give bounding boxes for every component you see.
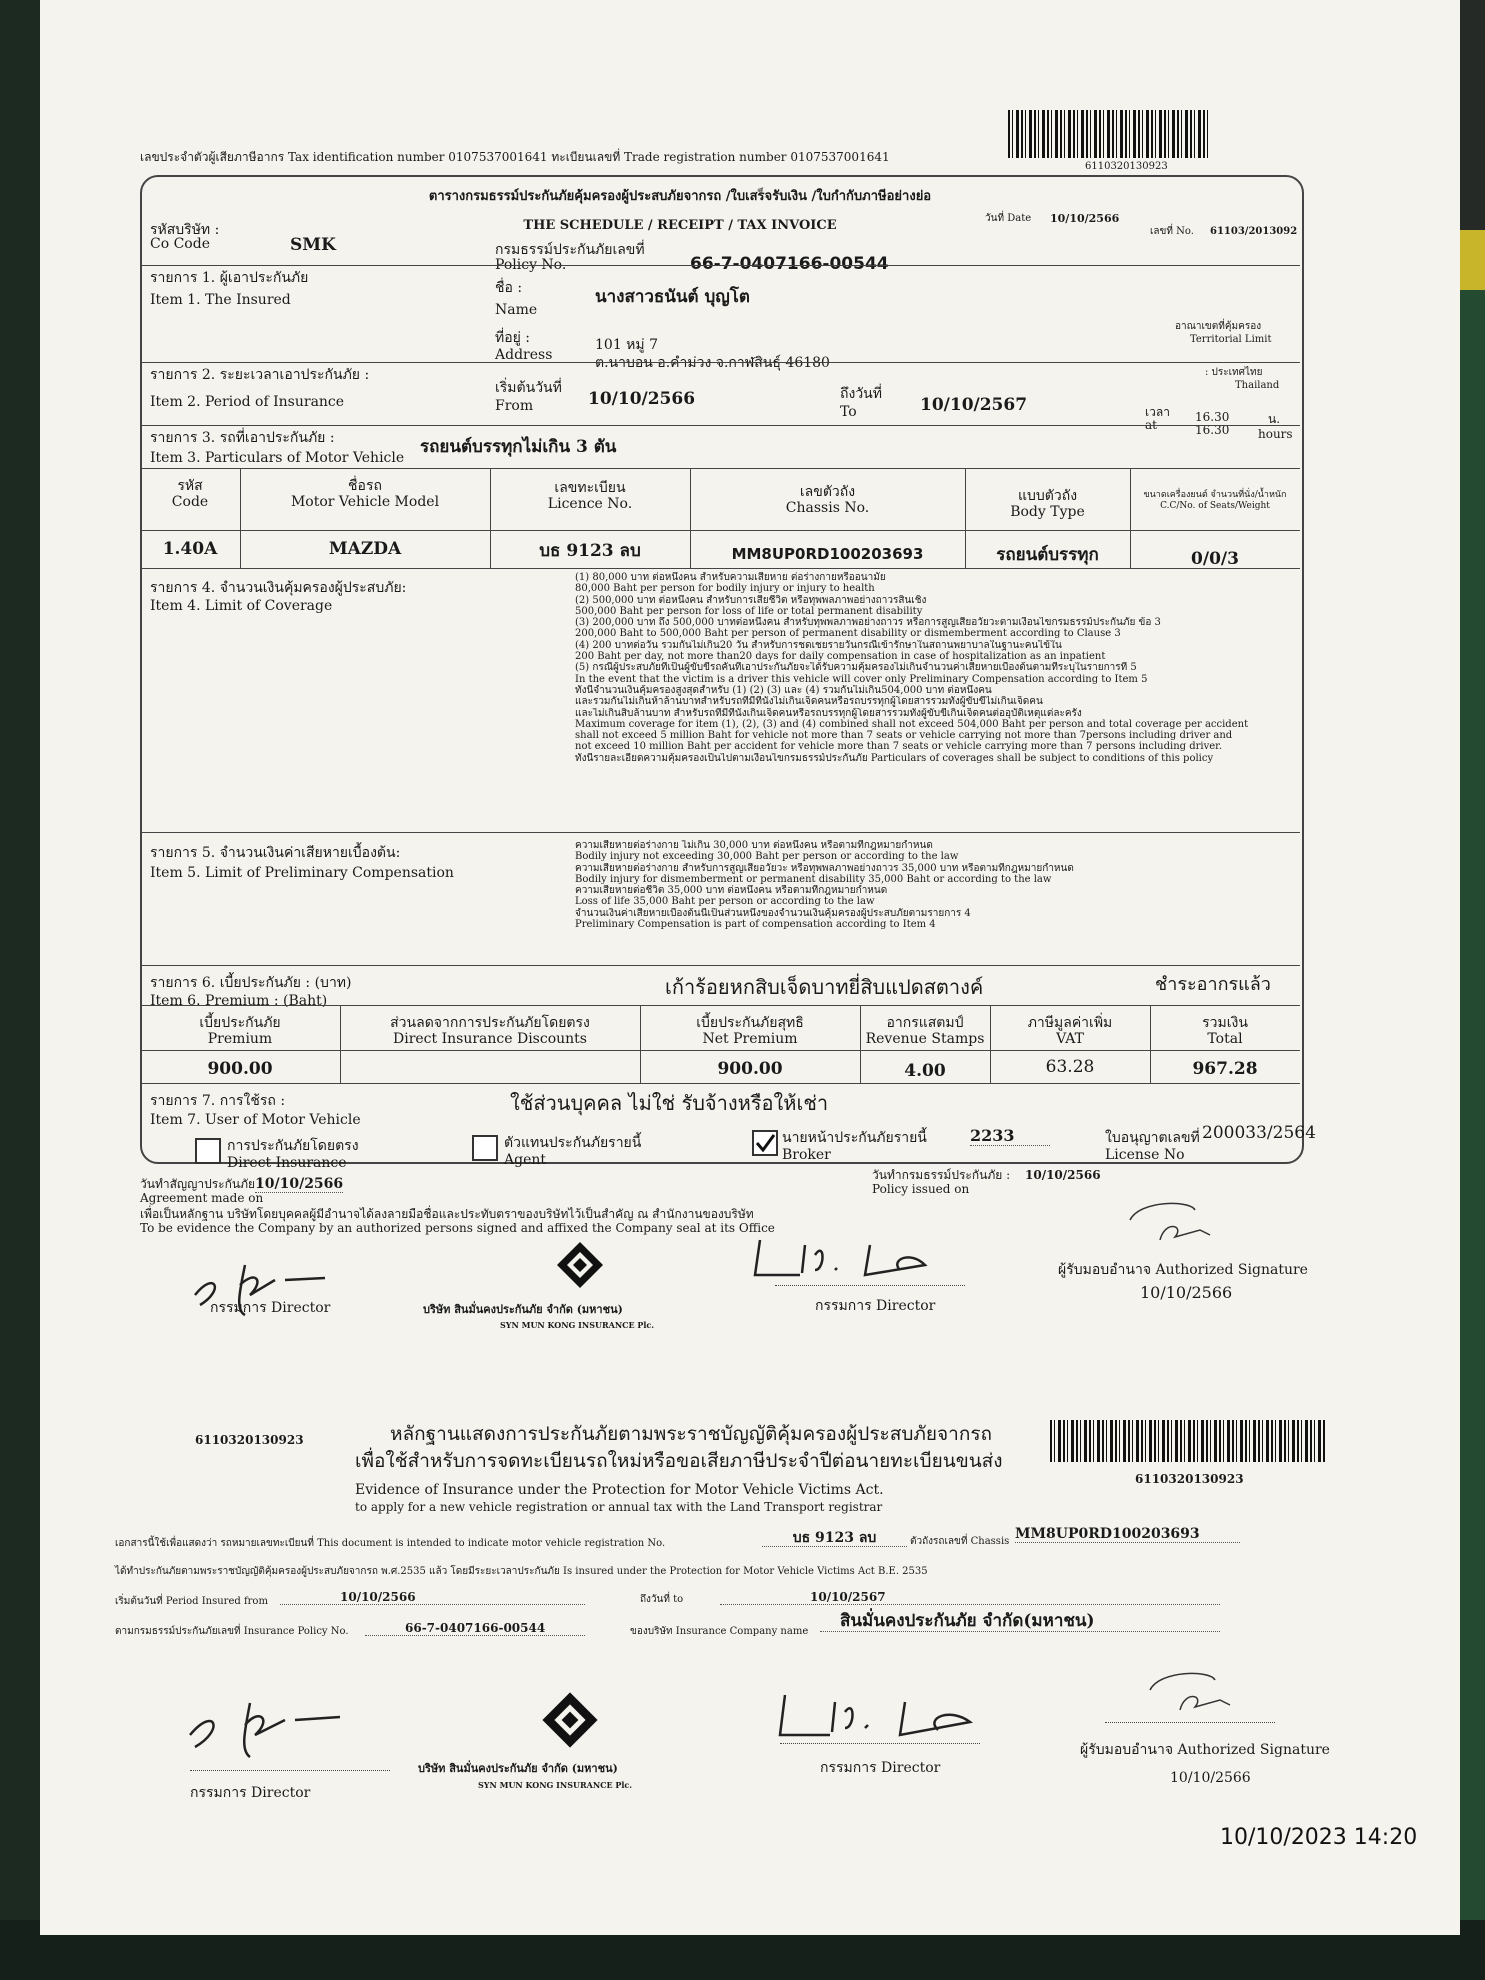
- item7-label-en: Item 7. User of Motor Vehicle: [150, 1112, 361, 1128]
- evidence-act-line: ได้ทำประกันภัยตามพระราชบัญญัติคุ้มครองผู้ประสบภัยจากรถ พ.ศ.2535 แล้ว โดยมีระยะเวลาประกันภัย Is insured under the Protection for Motor Vehicle Victims Act B.E. 2535: [115, 1566, 928, 1577]
- preliminary-details: [575, 840, 1295, 930]
- stamp-status: ชำระอากรแล้ว: [1155, 974, 1271, 995]
- preliminary-line: จำนวนเงินค่าเสียหายเบื้องต้นนี้เป็นส่วนหนึ่งของจำนวนเงินคุ้มครองผู้ประสบภัยตามรายการ 4: [575, 907, 971, 919]
- director-label-4: กรรมการ Director: [820, 1760, 941, 1776]
- preliminary-line: Preliminary Compensation is part of compensation according to Item 4: [575, 919, 936, 931]
- evidence-to-label: ถึงวันที่ to: [640, 1594, 684, 1605]
- co-code-label-th: รหัสบริษัท :: [150, 222, 220, 238]
- address-line-1: 101 หมู่ 7: [595, 337, 658, 353]
- premium-header-net: เบี้ยประกันภัยสุทธิ Net Premium: [696, 1015, 804, 1047]
- preliminary-line: ความเสียหายต่อชีวิต 35,000 บาท ต่อหนึ่งคน หรือตามที่กฎหมายกำหนด: [575, 885, 888, 897]
- no-label: เลขที่ No.: [1150, 226, 1194, 237]
- vehicle-header-model: ชื่อรถ Motor Vehicle Model: [290, 478, 440, 510]
- check-icon: [754, 1132, 776, 1154]
- broker-label-en: Broker: [782, 1147, 831, 1163]
- evidence-policy-label: ตามกรมธรรม์ประกันภัยเลขที่ Insurance Policy No.: [115, 1626, 349, 1637]
- item5-label-en: Item 5. Limit of Preliminary Compensation: [150, 865, 454, 881]
- address-label-en: Address: [495, 347, 553, 363]
- coverage-line: Maximum coverage for item (1), (2), (3) and (4) combined shall not exceed 504,000 Baht per person and total coverage per accident: [575, 718, 1249, 730]
- premium-header-vat: ภาษีมูลค่าเพิ่ม VAT: [1027, 1015, 1113, 1047]
- vehicle-header-cc: ขนาดเครื่องยนต์ จำนวนที่นั่ง/น้ำหนัก C.C/No. of Seats/Weight: [1143, 490, 1287, 511]
- vat-value: 63.28: [1045, 1057, 1095, 1077]
- coverage-line: ทั้งนี้จำนวนเงินคุ้มครองสูงสุดสำหรับ (1) (2) (3) และ (4) รวมกันไม่เกิน504,000 บาท ต่อหนึ่งคน: [575, 684, 992, 696]
- company-name-en-1: SYN MUN KONG INSURANCE Plc.: [500, 1320, 655, 1330]
- period-to: 10/10/2567: [920, 395, 1028, 415]
- table-divider: [140, 530, 1300, 531]
- to-label-th: ถึงวันที่: [840, 386, 882, 402]
- direct-label-en: Direct Insurance: [227, 1155, 347, 1171]
- evidence-ref-number: 6110320130923: [195, 1433, 304, 1447]
- preliminary-line: ความเสียหายต่อร่างกาย สำหรับการสูญเสียอวัยวะ หรือทุพพลภาพอย่างถาวร 35,000 บาท หรือตามที่กฎหมายกำหนด: [575, 862, 1074, 874]
- item3-label-th: รายการ 3. รถที่เอาประกันภัย :: [150, 430, 335, 446]
- item1-label-th: รายการ 1. ผู้เอาประกันภัย: [150, 270, 309, 286]
- evidence-policy-no: 66-7-0407166-00544: [365, 1621, 585, 1636]
- coverage-line: 80,000 Baht per person for bodily injury or injury to health: [575, 583, 875, 595]
- premium-value: 900.00: [207, 1059, 273, 1079]
- policy-no: 66-7-0407166-00544: [690, 254, 889, 274]
- company-name-th-1: บริษัท สินมั่นคงประกันภัย จำกัด (มหาชน): [423, 1303, 623, 1316]
- evidence-from: 10/10/2566: [280, 1590, 585, 1605]
- barcode-top: [1008, 110, 1208, 158]
- company-name-en-2: SYN MUN KONG INSURANCE Plc.: [478, 1780, 633, 1790]
- territory-label-en: Territorial Limit: [1190, 334, 1272, 345]
- coverage-line: (1) 80,000 บาท ต่อหนึ่งคน สำหรับความเสียหาย ต่อร่างกายหรืออนามัย: [575, 572, 886, 583]
- vehicle-header-code: รหัส Code: [171, 478, 209, 510]
- coverage-line: และไม่เกินสิบล้านบาท สำหรับรถที่มีที่นั่งเกินเจ็ดคนหรือรถบรรทุกผู้โดยสารรวมทั้งผู้ขับขี่เกินเจ็ดคนต่ออุบัติเหตุแต่ละครั้ง: [575, 707, 1082, 719]
- evidence-reg-label: เอกสารนี้ใช้เพื่อแสดงว่า รถหมายเลขทะเบียนที่ This document is intended to indicate motor vehicle registration No.: [115, 1538, 666, 1549]
- agreement-label-en: Agreement made on: [140, 1191, 264, 1205]
- territory-value-th: : ประเทศไทย: [1205, 367, 1263, 378]
- tax-id-line: เลขประจำตัวผู้เสียภาษีอากร Tax identification number 0107537001641 ทะเบียนเลขที่ Trade registration number 0107537001641: [140, 150, 890, 164]
- item6-label-en: Item 6. Premium : (Baht): [150, 993, 328, 1009]
- evidence-title-en-2: to apply for a new vehicle registration or annual tax with the Land Transport registrar: [355, 1500, 883, 1514]
- premium-in-words: เก้าร้อยหกสิบเจ็ดบาทยี่สิบแปดสตางค์: [665, 975, 984, 999]
- company-logo-icon: [555, 1240, 605, 1290]
- evidence-registration: บธ 9123 ลบ: [762, 1530, 907, 1547]
- company-name-th-2: บริษัท สินมั่นคงประกันภัย จำกัด (มหาชน): [418, 1762, 618, 1775]
- authorized-label-2: ผู้รับมอบอำนาจ Authorized Signature: [1080, 1742, 1330, 1758]
- to-label-en: To: [840, 404, 857, 420]
- premium-header-discount: ส่วนลดจากการประกันภัยโดยตรง Direct Insurance Discounts: [390, 1015, 590, 1047]
- agreement-label-th: วันทำสัญญาประกันภัย :: [140, 1177, 263, 1191]
- vehicle-header-licence: เลขทะเบียน Licence No.: [547, 480, 633, 512]
- address-label-th: ที่อยู่ :: [495, 330, 531, 346]
- authorized-date-2: 10/10/2566: [1170, 1770, 1251, 1786]
- table-divider: [140, 1050, 1300, 1051]
- authorized-label-1: ผู้รับมอบอำนาจ Authorized Signature: [1058, 1262, 1308, 1278]
- barcode-bottom-number: 6110320130923: [1135, 1472, 1244, 1486]
- issued-label-th: วันทำกรมธรรม์ประกันภัย :: [872, 1168, 1011, 1182]
- authorized-signature-1: [1120, 1195, 1240, 1245]
- barcode-bottom: [1050, 1420, 1325, 1462]
- divider: [140, 568, 1300, 569]
- from-label-th: เริ่มต้นวันที่: [495, 380, 562, 396]
- preliminary-line: ความเสียหายต่อร่างกาย ไม่เกิน 30,000 บาท ต่อหนึ่งคน หรือตามที่กฎหมายกำหนด: [575, 840, 933, 851]
- evidence-to: 10/10/2567: [720, 1590, 1220, 1605]
- item7-label-th: รายการ 7. การใช้รถ :: [150, 1093, 286, 1109]
- vehicle-model: MAZDA: [328, 539, 402, 559]
- co-code-label-en: Co Code: [150, 236, 210, 252]
- signature-line: [1105, 1722, 1275, 1723]
- vehicle-cc: 0/0/3: [1191, 549, 1239, 569]
- signature-line: [775, 1285, 965, 1286]
- evidence-chassis-label: ตัวถังรถเลขที่ Chassis: [910, 1536, 1010, 1547]
- agent-label-th: ตัวแทนประกันภัยรายนี้: [504, 1135, 642, 1151]
- authorized-date-1: 10/10/2566: [1140, 1283, 1233, 1302]
- divider: [140, 1083, 1300, 1084]
- vehicle-header-chassis: เลขตัวถัง Chassis No.: [785, 484, 870, 516]
- vehicle-chassis: MM8UP0RD100203693: [731, 545, 924, 563]
- header-date: 10/10/2566: [1050, 212, 1120, 225]
- vehicle-code: 1.40A: [162, 539, 218, 559]
- revenue-stamps-value: 4.00: [904, 1061, 946, 1081]
- item2-label-en: Item 2. Period of Insurance: [150, 394, 345, 410]
- director-label-2: กรรมการ Director: [815, 1298, 936, 1314]
- divider: [140, 468, 1300, 469]
- premium-header-premium: เบี้ยประกันภัย Premium: [199, 1015, 281, 1047]
- coverage-line: 500,000 Baht per person for loss of life or total permanent disability: [575, 605, 923, 617]
- evidence-company-label: ของบริษัท Insurance Company name: [630, 1626, 809, 1637]
- coverage-line: (5) กรณีผู้ประสบภัยที่เป็นผู้ขับขี่รถคันที่เอาประกันภัยจะได้รับความคุ้มครองไม่เกินจำนวนค่าเสียหายเบื้องต้นตามที่ระบุในรายการที่ 5: [575, 662, 1137, 674]
- coverage-line: 200,000 Baht to 500,000 Baht per person of permanent disability or dismemberment according to Clause 3: [575, 628, 1121, 640]
- coverage-line: not exceed 10 million Baht per accident for vehicle more than 7 seats or vehicle carrying more than 7 persons including driver.: [575, 741, 1223, 753]
- time-to: 16.30: [1195, 423, 1230, 437]
- coverage-line: (4) 200 บาทต่อวัน รวมกันไม่เกิน20 วัน สำหรับการชดเชยรายวันกรณีเข้ารักษาในสถานพยาบาลในฐานะคนไข้ใน: [575, 639, 1062, 651]
- item5-label-th: รายการ 5. จำนวนเงินค่าเสียหายเบื้องต้น:: [150, 845, 401, 861]
- coverage-line: 200 Baht per day, not more than20 days for daily compensation in case of hospitalization as an inpatient: [575, 651, 1106, 663]
- divider: [140, 362, 1300, 363]
- company-logo-icon: [540, 1690, 600, 1750]
- policy-label-th: กรมธรรม์ประกันภัยเลขที่: [495, 242, 645, 258]
- item4-label-th: รายการ 4. จำนวนเงินคุ้มครองผู้ประสบภัย:: [150, 580, 407, 596]
- coverage-line: และรวมกันไม่เกินห้าล้านบาทสำหรับรถที่มีที่นั่งไม่เกินเจ็ดคนหรือรถบรรทุกผู้โดยสารรวมทั้งผู้ขับขี่ไม่เกินเจ็ดคน: [575, 696, 1043, 708]
- director-label-1: กรรมการ Director: [210, 1300, 331, 1316]
- name-label-th: ชื่อ :: [495, 280, 523, 296]
- direct-insurance-checkbox: [195, 1138, 221, 1164]
- photo-timestamp: 10/10/2023 14:20: [1220, 1825, 1418, 1850]
- item6-label-th: รายการ 6. เบี้ยประกันภัย : (บาท): [150, 975, 352, 991]
- preliminary-line: Loss of life 35,000 Baht per person or according to the law: [575, 896, 875, 908]
- agent-checkbox: [472, 1135, 498, 1161]
- evidence-title-th-1: หลักฐานแสดงการประกันภัยตามพระราชบัญญัติคุ้มครองผู้ประสบภัยจากรถ: [390, 1423, 993, 1445]
- item3-label-en: Item 3. Particulars of Motor Vehicle: [150, 450, 405, 466]
- evidence-statement-th: เพื่อเป็นหลักฐาน บริษัทโดยบุคคลผู้มีอำนาจได้ลงลายมือชื่อและประทับตราของบริษัทไว้เป็นสำคัญ ณ สำนักงานของบริษัท: [140, 1207, 754, 1221]
- insurance-document: [40, 0, 1460, 1935]
- preliminary-line: Bodily injury not exceeding 30,000 Baht per person or according to the law: [575, 851, 959, 863]
- schedule-title-th: ตารางกรมธรรม์ประกันภัยคุ้มครองผู้ประสบภัยจากรถ /ใบเสร็จรับเงิน /ใบกำกับภาษีอย่างย่อ: [428, 189, 932, 204]
- name-label-en: Name: [495, 302, 538, 318]
- license-label-en: License No: [1105, 1147, 1185, 1163]
- divider: [140, 832, 1300, 833]
- authorized-signature-2: [1140, 1665, 1260, 1715]
- evidence-company: สินมั่นคงประกันภัย จำกัด(มหาชน): [820, 1612, 1220, 1632]
- time-label-en: at: [1145, 418, 1157, 432]
- barcode-top-number: 6110320130923: [1085, 161, 1168, 172]
- territory-label-th: อาณาเขตที่คุ้มครอง: [1175, 321, 1262, 332]
- preliminary-line: Bodily injury for dismemberment or permanent disability 35,000 Baht or according to the law: [575, 873, 1052, 885]
- coverage-line: ทั้งนี้รายละเอียดความคุ้มครองเป็นไปตามเงื่อนไขกรมธรรม์ประกันภัย Particulars of coverages shall be subject to conditions of this policy: [575, 752, 1214, 764]
- co-code: SMK: [290, 235, 336, 255]
- broker-no: 2233: [970, 1126, 1050, 1146]
- agent-label-en: Agent: [504, 1152, 546, 1168]
- item2-label-th: รายการ 2. ระยะเวลาเอาประกันภัย :: [150, 367, 370, 383]
- time-unit-th: น.: [1268, 412, 1281, 426]
- evidence-title-th-2: เพื่อใช้สำหรับการจดทะเบียนรถใหม่หรือขอเสียภาษีประจำปีต่อนายทะเบียนขนส่ง: [355, 1450, 1003, 1472]
- broker-label-th: นายหน้าประกันภัยรายนี้: [782, 1130, 927, 1146]
- license-no: 200033/2564: [1202, 1123, 1316, 1143]
- director-label-3: กรรมการ Director: [190, 1785, 311, 1801]
- coverage-line: (2) 500,000 บาท ต่อหนึ่งคน สำหรับการเสียชีวิต หรือทุพพลภาพอย่างถาวรสิ้นเชิง: [575, 594, 927, 606]
- issued-date: 10/10/2566: [1025, 1168, 1101, 1182]
- director-signature-2: [740, 1225, 940, 1290]
- time-label-th: เวลา: [1145, 405, 1170, 419]
- time-from: 16.30: [1195, 410, 1230, 424]
- direct-label-th: การประกันภัยโดยตรง: [227, 1138, 359, 1154]
- territory-value-en: Thailand: [1235, 380, 1280, 391]
- vehicle-body: รถยนต์บรรทุก: [996, 545, 1099, 565]
- net-premium-value: 900.00: [717, 1059, 783, 1079]
- signature-line: [190, 1770, 390, 1771]
- vehicle-header-body: แบบตัวถัง Body Type: [1010, 488, 1085, 520]
- coverage-details: [575, 572, 1295, 764]
- time-unit-en: hours: [1258, 427, 1293, 441]
- address-line-2: ต.นาบอน อ.คำม่วง จ.กาฬสินธุ์ 46180: [595, 355, 830, 371]
- divider: [140, 265, 1300, 266]
- divider: [140, 1005, 1300, 1006]
- from-label-en: From: [495, 398, 534, 414]
- insured-name: นางสาวธนันต์ บุญโต: [595, 287, 750, 307]
- vehicle-use: ใช้ส่วนบุคคล ไม่ใช่ รับจ้างหรือให้เช่า: [510, 1091, 829, 1115]
- schedule-title-en: THE SCHEDULE / RECEIPT / TAX INVOICE: [523, 218, 837, 233]
- date-label: วันที่ Date: [985, 213, 1032, 224]
- divider: [140, 425, 1300, 426]
- license-label-th: ใบอนุญาตเลขที่: [1105, 1130, 1200, 1146]
- issued-label-en: Policy issued on: [872, 1182, 970, 1196]
- premium-header-stamps: อากรแสตมป์ Revenue Stamps: [865, 1015, 985, 1047]
- premium-header-total: รวมเงิน Total: [1202, 1015, 1248, 1047]
- item4-label-en: Item 4. Limit of Coverage: [150, 598, 333, 614]
- header-no: 61103/2013092: [1210, 226, 1298, 237]
- evidence-statement-en: To be evidence the Company by an authorized persons signed and affixed the Company seal at its Office: [140, 1221, 775, 1235]
- policy-label-en: Policy No.: [495, 257, 567, 273]
- agreement-date: 10/10/2566: [255, 1176, 344, 1192]
- coverage-line: (3) 200,000 บาท ถึง 500,000 บาทต่อหนึ่งคน สำหรับทุพพลภาพอย่างถาวร หรือการสูญเสียอวัยวะตามเงื่อนไขกรมธรรม์ประกันภัย ข้อ 3: [575, 617, 1161, 629]
- coverage-line: shall not exceed 5 million Baht for vehicle not more than 7 seats or vehicle carrying not more than 7persons including driver and: [575, 730, 1233, 742]
- divider: [140, 965, 1300, 966]
- signature-line: [780, 1743, 980, 1744]
- director-signature-3: [180, 1685, 380, 1765]
- vehicle-licence: บธ 9123 ลบ: [539, 541, 641, 561]
- evidence-title-en-1: Evidence of Insurance under the Protection for Motor Vehicle Victims Act.: [355, 1482, 884, 1498]
- vehicle-type: รถยนต์บรรทุกไม่เกิน 3 ตัน: [420, 437, 617, 457]
- period-from: 10/10/2566: [588, 389, 696, 409]
- coverage-line: In the event that the victim is a driver this vehicle will cover only Preliminary Compensation according to Item 5: [575, 673, 1148, 685]
- director-signature-4: [760, 1680, 1000, 1750]
- evidence-from-label: เริ่มต้นวันที่ Period Insured from: [115, 1596, 268, 1607]
- item1-label-en: Item 1. The Insured: [150, 292, 291, 308]
- evidence-chassis: MM8UP0RD100203693: [1015, 1526, 1240, 1543]
- broker-checkbox: [752, 1130, 778, 1156]
- total-value: 967.28: [1192, 1059, 1258, 1079]
